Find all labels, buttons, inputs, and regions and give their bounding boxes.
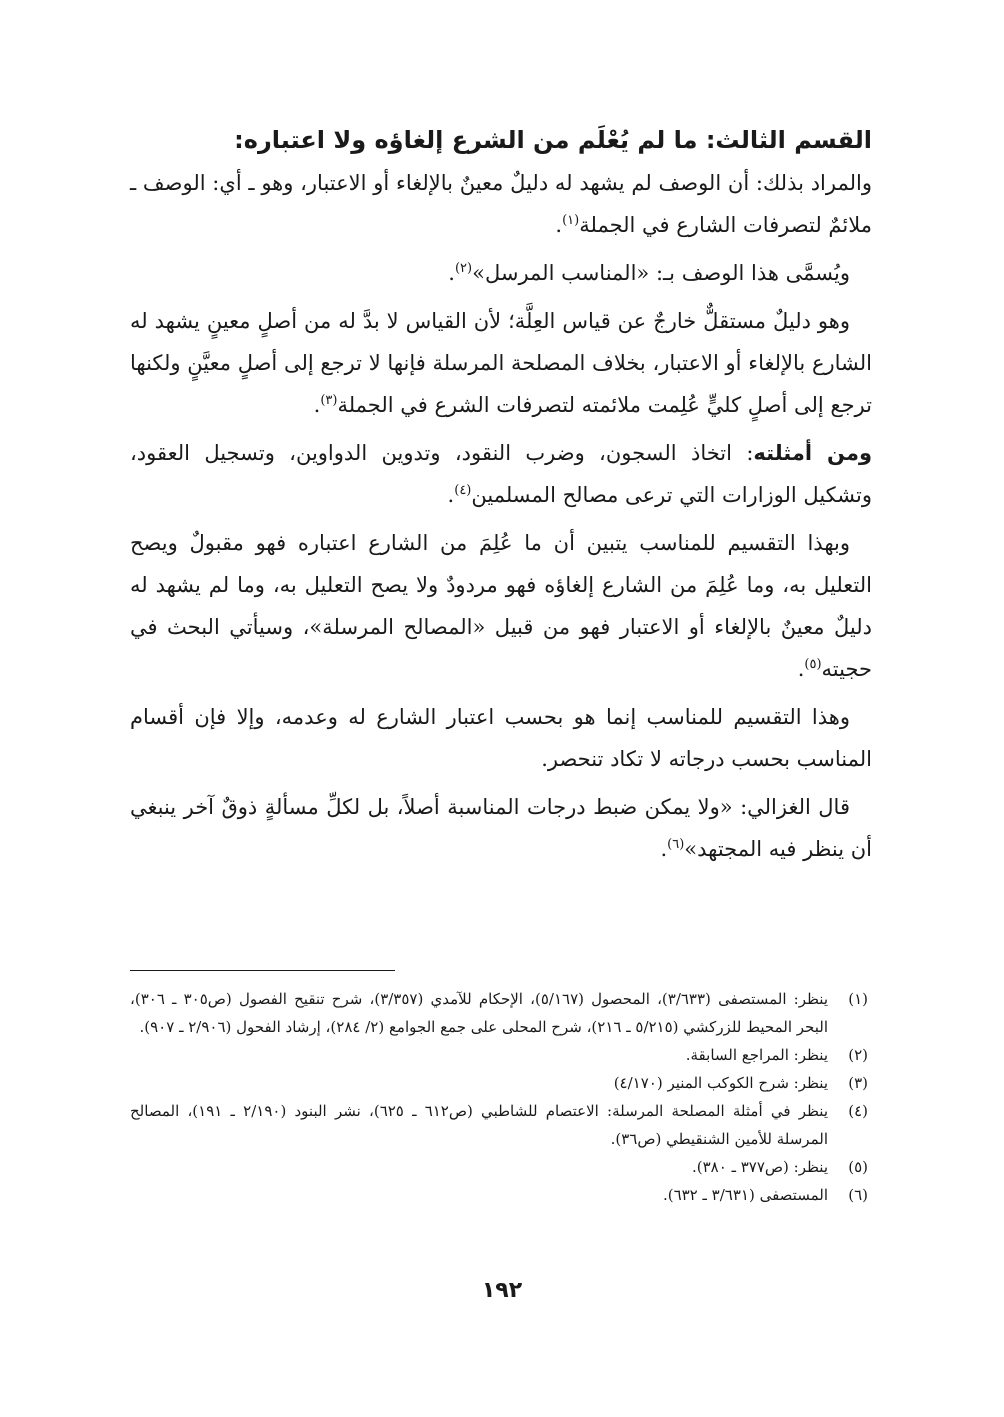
paragraph-text: وبهذا التقسيم للمناسب يتبين أن ما عُلِمَ من الشارع اعتباره فهو مقبولٌ ويصح التعليل به، وما عُلِمَ من الشارع إلغاؤه فهو مردودٌ ولا يصح التعليل به، وما لم يشهد له دليلٌ معينٌ بالإلغاء أو الاعتبار فهو من قبيل «المصالح المرسلة»، وسيأتي البحث في حجيته [130,531,872,681]
page-number: ١٩٢ [481,1278,523,1303]
paragraph-text: وهو دليلٌ مستقلٌّ خارجٌ عن قياس العِلَّة؛ لأن القياس لا بدَّ له من أصلٍ معينٍ يشهد له الشارع بالإلغاء أو الاعتبار، بخلاف المصلحة المرسلة فإنها لا ترجع إلى أصلٍ معيَّنٍ ولكنها ترجع إلى أصلٍ كليٍّ عُلِمت ملائمته لتصرفات الشرع في الجملة [130,309,872,417]
paragraph-end: . [448,261,455,285]
paragraph-end: . [797,657,805,681]
footnote-ref[interactable]: (١) [562,213,580,228]
paragraph-text: وهذا التقسيم للمناسب إنما هو بحسب اعتبار الشارع له وعدمه، وإلا فإن أقسام المناسب بحسب درجاته لا تكاد تنحصر. [130,705,872,771]
footnote-ref[interactable]: (٣) [320,393,338,408]
footnote-text: ينظر في أمثلة المصلحة المرسلة: الاعتصام للشاطبي (ص٦١٢ ـ ٦٢٥)، نشر البنود (٢/١٩٠ ـ ١٩١)، المصالح المرسلة للأمين الشنقيطي (ص٣٦). [130,1102,828,1148]
footnote-item [130,985,872,1041]
footnote-number: (٥) [848,1158,868,1176]
paragraph-bold-lead: ومن أمثلته [753,441,872,465]
footnote-number: (٤) [848,1102,868,1120]
paragraph-definition [130,162,872,246]
footnote-number: (١) [848,990,868,1008]
footnote-item [130,1041,872,1069]
footnote-ref[interactable]: (٤) [454,483,472,498]
footnote-item [130,1181,872,1209]
main-text [130,118,872,876]
paragraph-ghazali-quote [130,786,872,870]
footnote-text: ينظر: المراجع السابقة. [685,1046,828,1064]
paragraph-classification [130,522,872,690]
paragraph-end: . [555,213,563,237]
paragraph-end: . [447,483,455,507]
footnote-text: ينظر: (ص٣٧٧ ـ ٣٨٠). [692,1158,828,1176]
footnote-item [130,1097,872,1153]
footnote-text: ينظر: شرح الكوكب المنير (٤/١٧٠) [613,1074,828,1092]
footnote-item [130,1069,872,1097]
footnotes [130,970,872,1209]
footnote-divider [130,970,395,971]
footnote-ref[interactable]: (٥) [804,657,822,672]
section-heading: القسم الثالث: ما لم يُعْلَم من الشرع إلغاؤه ولا اعتباره: [234,126,872,154]
footnote-number: (٦) [848,1186,868,1204]
footnote-text: ينظر: المستصفى (٣/٦٣٣)، المحصول (٥/١٦٧)، الإحكام للآمدي (٣/٣٥٧)، شرح تنقيح الفصول (ص٣٠٥ ـ ٣٠٦)، البحر المحيط للزركشي (٥/٢١٥ ـ ٢١٦)، شرح المحلى على جمع الجوامع (٢/ ٢٨٤)، إرشاد الفحول (٢/٩٠٦ ـ ٩٠٧). [130,990,828,1036]
paragraph-naming [130,252,872,294]
paragraph-end: . [313,393,321,417]
paragraph-text: ويُسمَّى هذا الوصف بـ: «المناسب المرسل» [472,261,850,285]
paragraph-end: . [660,837,668,861]
footnote-ref[interactable]: (٢) [454,261,473,276]
footnote-number: (٣) [848,1074,868,1092]
paragraph-text: قال الغزالي: «ولا يمكن ضبط درجات المناسبة أصلاً، بل لكلِّ مسألةٍ ذوقٌ آخر ينبغي أن ينظر فيه المجتهد» [130,795,872,861]
footnote-number: (٢) [848,1046,868,1064]
paragraph-examples [130,432,872,516]
paragraph-text: والمراد بذلك: أن الوصف لم يشهد له دليلٌ معينٌ بالإلغاء أو الاعتبار، وهو ـ أي: الوصف ـ ملائمٌ لتصرفات الشارع في الجملة [130,171,872,237]
footnote-item [130,1153,872,1181]
footnote-text: المستصفى (٣/٦٣١ ـ ٦٣٢). [662,1186,828,1204]
paragraph-independent-evidence [130,300,872,426]
footnote-ref[interactable]: (٦) [667,837,685,852]
paragraph-text: : اتخاذ السجون، وضرب النقود، وتدوين الدواوين، وتسجيل العقود، وتشكيل الوزارات التي ترعى مصالح المسلمين [130,441,872,507]
paragraph-degrees [130,696,872,780]
